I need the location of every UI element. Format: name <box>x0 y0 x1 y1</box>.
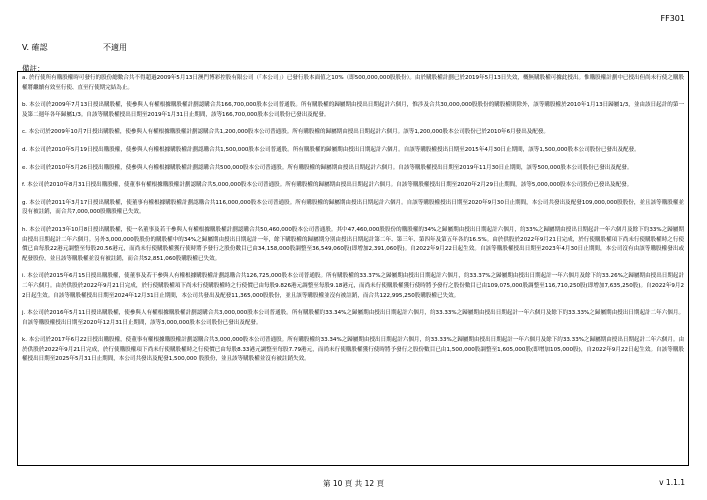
note-g: g. 本公司於2011年3月17日授出購股權，使董事有權根據購股權計劃認購合共116,000,000股本公司普通股。所有購股權的歸屬期由授出日期起計六個月。自該等購股權授出日期至2020年9月30日止期間，本公司共發出及配發109,000,000股股份，並且該等購股權並沒有被註銷，而合共7,000,000股購股權已失效。 <box>22 199 684 216</box>
note-k: k. 本公司於2017年6月22日授出購股權，使董事有權根據購股權計劃認購合共3,000,000股本公司普通股。所有購股權約33.34%之歸屬期由授出日期起計六個月，約33.33%之歸屬期由授出日期起計一年六個月及餘下約33.33%之歸屬期由授出日期起計二年六個月。由於供股於2022年9月21日完成，於行使購股權項下尚未行使購股權時之行使價已由每股8.33港元調整至每股7.79港元，而尚未行使購股權獲行使時將予發行之股份數目已由1,500,000股調整至1,605,000股(即增加105,000股)，自2022年9月22日起生效。自該等購股權授出日期至2025年5月31日止期間，本公司共發出及配發1,500,000 股股份，並且該等購股權並沒有被註銷失效。 <box>22 337 684 363</box>
note-e: e. 本公司於2010年5月26日授出購股權，使參與人有權根據購股權計劃認購合共500,000股本公司普通股。所有購股權的歸屬期由授出日期起計六個月。自該等購股權授出日期至2019年11月30日止期間，該等500,000股本公司股份已發出及配發。 <box>22 164 633 171</box>
note-j: j. 本公司於2016年5月11日授出購股權，使參與人有權根據購股權計劃認購合共3,000,000股本公司普通股。所有購股權約33.34%之歸屬期由授出日期起計六個月，約33.33%之歸屬期由授出日期起計一年六個月及餘下約33.33%之歸屬期由授出日期起計二年六個月。自該等購股權授出日期至2020年12月31日止期間，該等3,000,000股本公司股份已發出及配發。 <box>22 310 684 326</box>
note-d: d. 本公司於2010年5月19日授出購股權，使參與人有權根據購股權計劃認購合共1,500,000股本公司普通股。所有購股權的歸屬期由授出日期起計六個月。自該等購股權授出日期至2015年4月30日止期間，該等1,500,000股本公司股份已發出及配發。 <box>22 146 640 153</box>
section-title: V. 確認 <box>22 43 48 52</box>
note-h: h. 本公司於2013年10月8日授出購股權，使一名董事及若干參與人有權根據購股權計劃認購合共50,460,000股本公司普通股。其中47,460,000股股份的購股權的34%之歸屬期由授出日期起計六個月，約33%之歸屬期由授出日期起計一年六個月及餘下約33%之歸屬期由授出日期起計二年六個月。另外3,000,000股股份的購股權中的34%之歸屬期由授出日期起計一年，餘下購股權的歸屬期分別由授出日期起計第二年、第三年、第四年及第五年各約16.5%。由於供股於2022年9月21日完成，於行使購股權項下尚未行使購股權時之行使價已由每股22港元調整至每股20.56港元，而尚未行使購股權獲行使時將予發行之股份數目已由34,158,000股調整至36,549,060股(即增加2,391,060股)。自2022年9月22日起生效。自該等購股權授出日期至2023年4月30日止期間，本公司沒有由該等購股權發出或配發股份，並且該等購股權並沒有被註銷，而合共52,851,060股購股權已失效。 <box>22 226 684 262</box>
version-label: v 1.1.1 <box>659 478 685 487</box>
remarks-label: 備註： <box>22 64 45 73</box>
note-f: f. 本公司於2010年8月31日授出購股權，使董事有權根據購股權計劃認購合共5,000,000股本公司普通股。所有購股權的歸屬期由授出日期起計六個月。自該等購股權授出日期至2020年2月29日止期間，該等5,000,000股本公司股份已發出及配發。 <box>22 182 633 189</box>
note-c: c. 本公司於2009年10月7日授出購股權，使參與人有權根據購股權計劃認購合共1,200,000股本公司普通股。所有購股權的歸屬期由授出日期起計六個月。該等1,200,000股本公司股份已於2010年6月發出及配發。 <box>22 129 549 136</box>
note-i: i. 本公司於2015年6月15日授出購股權，使董事及若干參與人有權根據購股權計劃認購合共126,725,000股本公司普通股。所有購股權的33.37%之歸屬期由授出日期起計六個月，約33.37%之歸屬期由授出日期起計一年六個月及餘下約33.26%之歸屬期由授出日期起計二年六個月。由於供股於2022年9月21日完成，於行使購股權項下尚未行使購股權時之行使價已由每股9.826港元調整至每股9.18港元，而尚未行使購股權獲行使時將予發行之股份數目已由109,075,000股調整至116,710,250股(即增加7,635,250股)。自2022年9月22日起生效。自該等購股權授出日期至2024年12月31日止期間，本公司共發出及配發11,365,000股股份，並且該等購股權並沒有被註銷，而合共122,995,250股購股權已失效。 <box>22 273 684 299</box>
note-b: b. 本公司於2009年7月13日授出購股權，使參與人有權根據購股權計劃認購合共166,700,000股本公司普通股。所有購股權的歸屬期由授出日期起計六個月，惟涉及合共30,000,000股股份的購股權則除外，該等購股權於2010年1月13日歸屬1/3，並由該日起計的第一及第二週年各年歸屬1/3。自該等購股權授出日期至2019年1月31日止期間，該等166,700,000股本公司股份已發出及配發。 <box>22 102 684 118</box>
section-status: 不適用 <box>103 43 127 52</box>
note-a: a. 於行使所有購股權時可發行的股份總數合共不得超過2009年5月13日澳門博彩控股有限公司（「本公司」）已發行股本面值之10%（即500,000,000股股份）。由於購股權計劃已於2019年5月13日失效，概無購股權可據此授出。惟購股權計劃中已授出但尚未行使之購股權將繼續有效至行使、直至行使期完結為止。 <box>22 75 684 91</box>
form-code: FF301 <box>660 14 685 23</box>
remarks-notes-box <box>17 71 689 466</box>
page-number: 第 10 頁 共 12 頁 <box>322 479 384 488</box>
